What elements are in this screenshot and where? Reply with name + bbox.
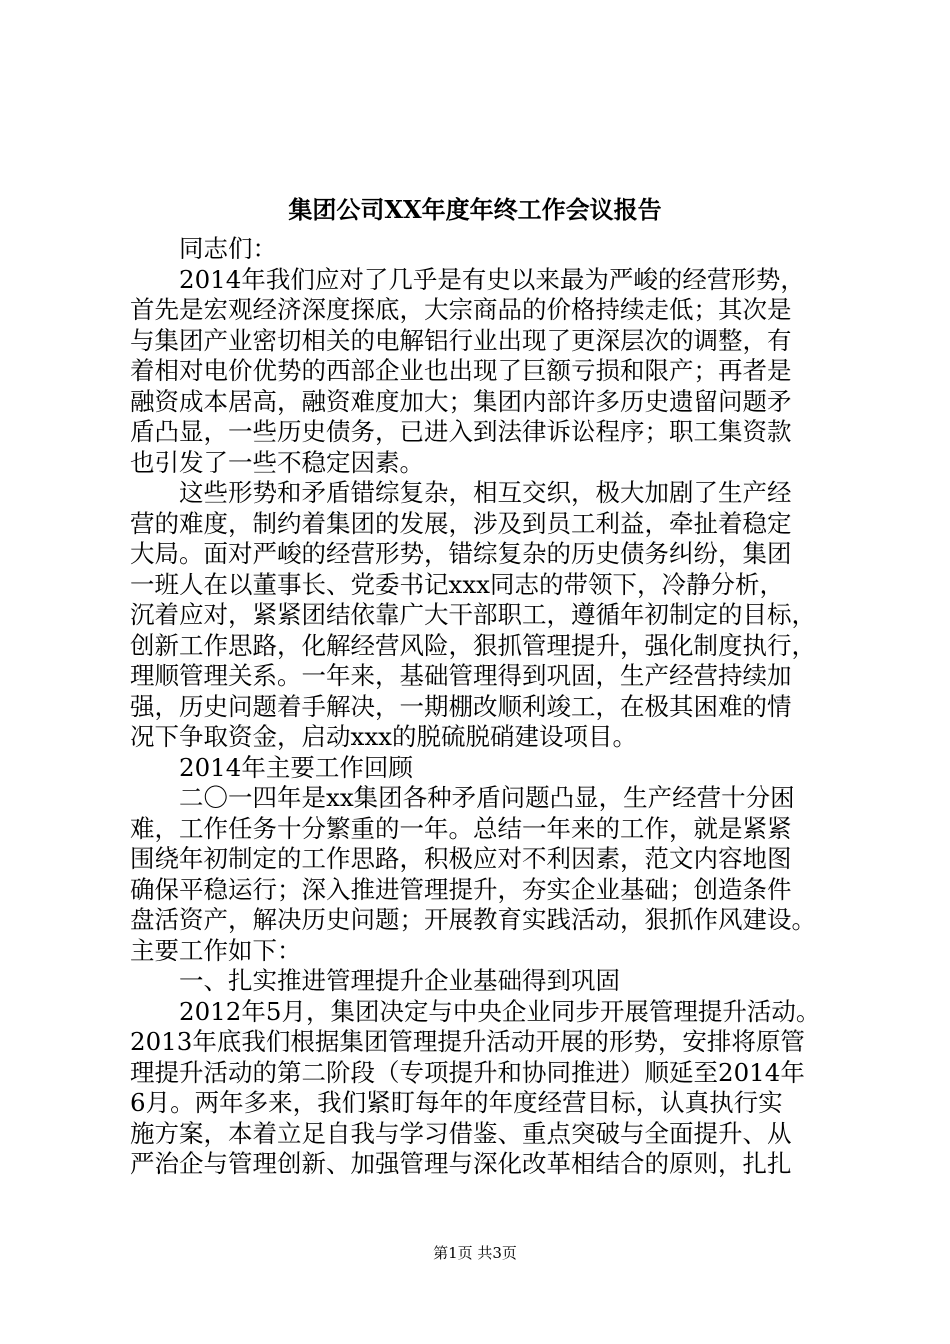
text-line: 强，历史问题着手解决，一期棚改顺利竣工，在极其困难的情 [130,691,792,721]
text-line: 主要工作如下： [130,935,302,965]
text-line: 一班人在以董事长、党委书记xxx同志的带领下，冷静分析， [130,569,784,599]
text-line: 大局。面对严峻的经营形势，错综复杂的历史债务纠纷，集团 [130,539,792,568]
text-line: 盾凸显，一些历史债务，已进入到法律诉讼程序；职工集资款 [130,417,792,446]
text-line: 首先是宏观经济深度探底，大宗商品的价格持续走低；其次是 [130,295,792,324]
text-line: 2014年主要工作回顾 [179,752,413,782]
text-line: 与集团产业密切相关的电解铝行业出现了更深层次的调整，有 [130,325,792,355]
text-line: 况下争取资金，启动xxx的脱硫脱硝建设项目。 [130,722,637,751]
text-line: 6月。两年多来，我们紧盯每年的年度经营目标，认真执行实 [130,1088,783,1117]
text-line: 盘活资产，解决历史问题；开展教育实践活动，狠抓作风建设。 [130,905,816,934]
text-line: 理提升活动的第二阶段（专项提升和协同推进）顺延至2014年 [130,1057,805,1087]
text-line: 围绕年初制定的工作思路，积极应对不利因素，范文内容地图 [130,844,792,873]
text-line: 严治企与管理创新、加强管理与深化改革相结合的原则，扎扎 [130,1149,792,1178]
text-line: 二〇一四年是xx集团各种矛盾问题凸显，生产经营十分困 [179,783,795,812]
text-line: 沉着应对，紧紧团结依靠广大干部职工，遵循年初制定的目标， [130,600,816,629]
text-line: 难，工作任务十分繁重的一年。总结一年来的工作，就是紧紧 [130,813,792,843]
text-line: 确保平稳运行；深入推进管理提升，夯实企业基础；创造条件 [130,874,792,904]
text-line: 一、扎实推进管理提升企业基础得到巩固 [179,966,620,995]
text-line: 着相对电价优势的西部企业也出现了巨额亏损和限产；再者是 [130,356,792,385]
document-title: 集团公司XX年度年终工作会议报告 [288,195,662,224]
text-line: 创新工作思路，化解经营风险，狠抓管理提升，强化制度执行， [130,630,816,660]
text-line: 2012年5月，集团决定与中央企业同步开展管理提升活动。 [179,996,821,1026]
text-line: 2013年底我们根据集团管理提升活动开展的形势，安排将原管 [130,1027,805,1056]
text-line: 2014年我们应对了几乎是有史以来最为严峻的经营形势， [179,264,805,294]
text-line: 施方案，本着立足自我与学习借鉴、重点突破与全面提升、从 [130,1118,792,1148]
page-footer: 第1页 共3页 [433,1244,517,1262]
text-line: 融资成本居高，融资难度加大；集团内部许多历史遗留问题矛 [130,386,792,416]
text-line: 理顺管理关系。一年来，基础管理得到巩固，生产经营持续加 [130,661,792,690]
text-line: 这些形势和矛盾错综复杂，相互交织，极大加剧了生产经 [179,478,792,507]
text-line: 营的难度，制约着集团的发展，涉及到员工利益，牵扯着稳定 [130,508,792,538]
text-line: 也引发了一些不稳定因素。 [130,447,424,477]
document-body [130,234,846,1180]
text-line: 同志们： [179,234,277,263]
